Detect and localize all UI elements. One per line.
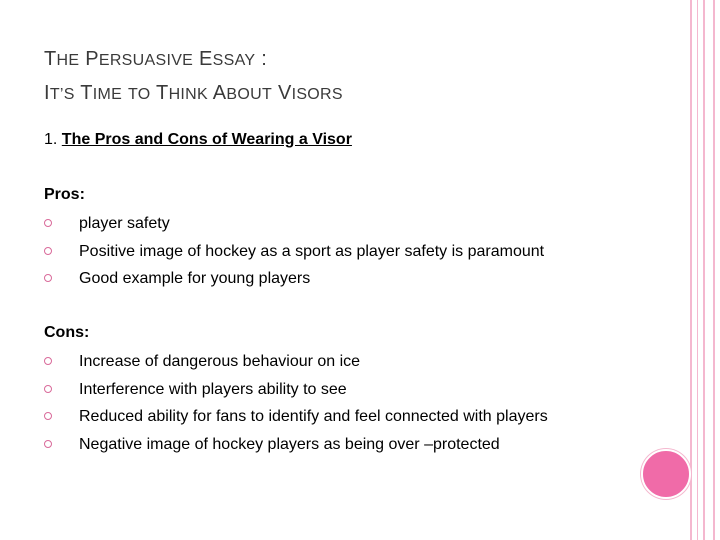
title-line-2 <box>44 77 343 111</box>
title-word: PERSUASIVE <box>85 48 194 70</box>
circle-bullet-icon <box>44 357 52 365</box>
cons-item-text: Interference with players ability to see <box>79 380 347 398</box>
title-word: ESSAY <box>199 48 256 70</box>
title-word: IT’S <box>44 82 75 104</box>
decorative-border-line <box>690 0 692 540</box>
cons-label: Cons: <box>44 324 90 341</box>
cons-item <box>44 407 548 435</box>
title-word: TIME <box>80 82 123 104</box>
title-word: ABOUT <box>212 82 273 104</box>
circle-bullet-icon <box>44 247 52 255</box>
title-word: : <box>261 48 268 70</box>
cons-item <box>44 352 548 380</box>
pros-label: Pros: <box>44 186 85 203</box>
circle-bullet-icon <box>44 274 52 282</box>
cons-list <box>44 352 548 462</box>
subheading-number: 1. <box>44 131 58 148</box>
cons-item-text: Negative image of hockey players as being over –protected <box>79 435 500 453</box>
decorative-border-line <box>713 0 715 540</box>
decorative-border-line <box>697 0 698 540</box>
pros-item <box>44 242 544 270</box>
circle-bullet-icon <box>44 219 52 227</box>
decorative-circle <box>641 449 691 499</box>
circle-bullet-icon <box>44 412 52 420</box>
subheading-text: The Pros and Cons of Wearing a Visor <box>61 131 352 148</box>
pros-item-text: Good example for young players <box>79 270 311 287</box>
title-word: THINK <box>156 82 209 104</box>
title-word: TO <box>128 86 151 103</box>
subheading <box>44 131 352 149</box>
decorative-border-line <box>703 0 705 540</box>
title-word: VISORS <box>277 82 343 104</box>
circle-bullet-icon <box>44 440 52 448</box>
circle-bullet-icon <box>44 385 52 393</box>
cons-item-text: Increase of dangerous behaviour on ice <box>79 353 361 370</box>
cons-item <box>44 380 548 408</box>
pros-list <box>44 214 544 297</box>
cons-item-text: Reduced ability for fans to identify and feel connected with players <box>79 408 548 425</box>
pros-item <box>44 269 544 297</box>
pros-item-text: Positive image of hockey as a sport as player safety is paramount <box>79 242 545 260</box>
cons-item <box>44 435 548 463</box>
title-word: THE <box>44 48 80 70</box>
pros-item-text: player safety <box>79 215 170 232</box>
title-line-1 <box>44 43 343 77</box>
slide-title <box>44 43 343 111</box>
pros-item <box>44 214 544 242</box>
